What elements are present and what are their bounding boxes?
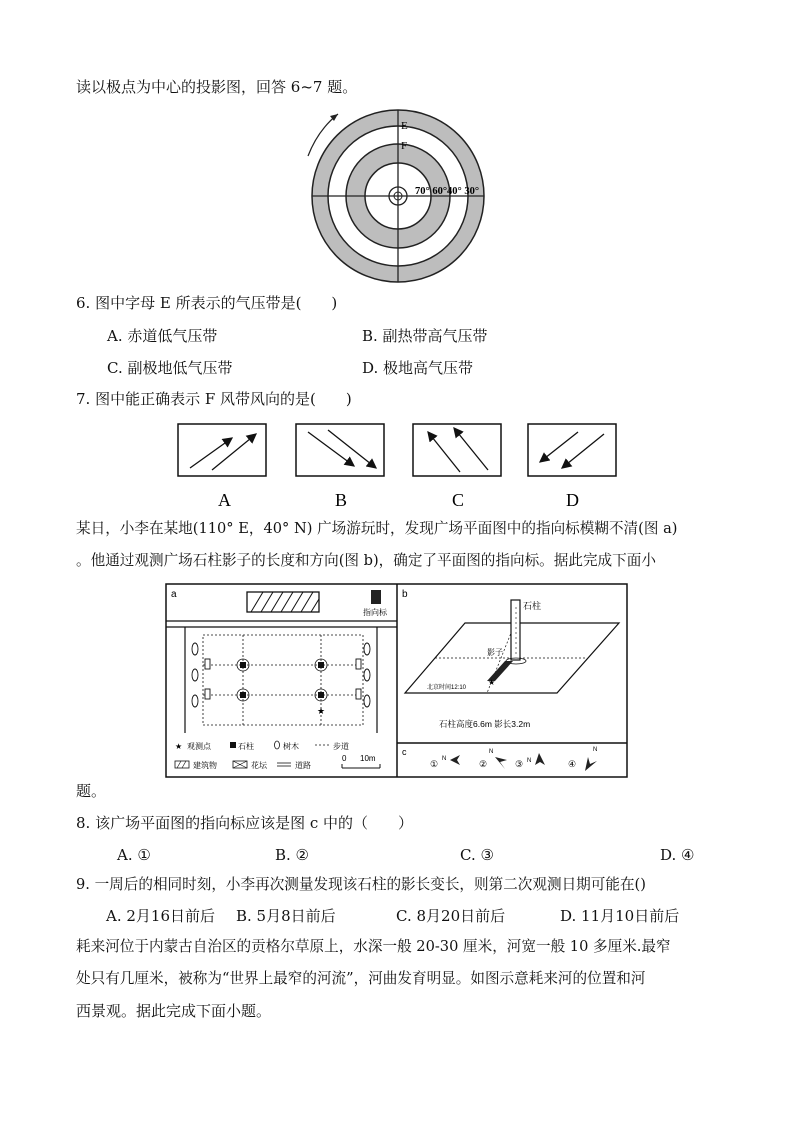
q8-option-a: A. ①	[117, 846, 151, 864]
q6-option-b: B. 副热带高气压带	[362, 327, 488, 345]
q9-option-a: A. 2月16日前后	[106, 907, 215, 925]
svg-text:N: N	[593, 747, 598, 753]
q6-option-a: A. 赤道低气压带	[107, 327, 218, 345]
svg-text:★: ★	[175, 742, 183, 751]
panel-a-label: a	[171, 589, 177, 600]
plaza-map-figure	[165, 583, 628, 778]
shadow-label: 影子	[487, 648, 503, 657]
compass-label: 指向标	[363, 608, 387, 617]
q9-option-c: C. 8月20日前后	[396, 907, 506, 925]
q9-option-b: B. 5月8日前后	[236, 907, 336, 925]
q6-option-d: D. 极地高气压带	[362, 359, 474, 377]
intro2-line3: 题。	[76, 782, 107, 800]
pillar-label: 石柱	[523, 601, 542, 611]
panel-b-label: b	[402, 589, 408, 600]
wind-direction-options	[170, 418, 620, 516]
q8-option-b: B. ②	[275, 846, 310, 864]
letter-e: E	[401, 120, 408, 132]
intro3-line1: 耗来河位于内蒙古自治区的贡格尔草原上，水深一般 20-30 厘米，河宽一般 10 多厘米.最窄	[76, 938, 671, 955]
time-label: 北京时间12:10	[427, 685, 467, 691]
q8-option-c: C. ③	[460, 846, 494, 864]
legend-flowerbed: 花坛	[251, 761, 267, 770]
compass-option-2: ②	[479, 759, 488, 769]
intro3-line3: 西景观。据此完成下面小题。	[76, 1002, 272, 1020]
q6-stem: 6. 图中字母 E 所表示的气压带是( )	[76, 294, 338, 312]
scale-ten: 10m	[360, 754, 376, 763]
legend-road: 道路	[295, 761, 311, 770]
option-label-b: B	[335, 490, 348, 510]
measurement-label: 石柱高度6.6m 影长3.2m	[439, 719, 531, 729]
option-label-a: A	[218, 490, 231, 510]
intro-text-1: 读以极点为中心的投影图，回答 6~7 题。	[76, 78, 358, 96]
letter-f: F	[401, 140, 408, 152]
svg-text:★: ★	[488, 678, 496, 687]
q8-option-d: D. ④	[660, 846, 695, 864]
legend-tree: 树木	[283, 742, 299, 751]
compass-option-1: ①	[430, 759, 439, 769]
polar-projection-figure	[298, 108, 508, 284]
q6-option-c: C. 副极地低气压带	[107, 359, 233, 377]
intro2-line2: 。他通过观测广场石柱影子的长度和方向(图 b)，确定了平面图的指向标。据此完成下面小	[76, 552, 656, 569]
legend-observation: 观测点	[187, 742, 211, 751]
latitude-labels: 70° 60°40° 30°	[415, 186, 480, 197]
q9-option-d: D. 11月10日前后	[560, 907, 680, 925]
legend-building: 建筑物	[193, 761, 217, 770]
observation-point-star: ★	[317, 707, 326, 717]
q8-stem: 8. 该广场平面图的指向标应该是图 c 中的（ ）	[76, 814, 414, 832]
legend-pillar: 石柱	[238, 742, 254, 751]
q7-stem: 7. 图中能正确表示 F 风带风向的是( )	[76, 390, 352, 408]
option-label-c: C	[452, 490, 465, 510]
option-label-d: D	[566, 490, 579, 510]
intro3-line2: 处只有几厘米，被称为“世界上最窄的河流”，河曲发育明显。如图示意耗来河的位置和河	[76, 970, 646, 987]
scale-zero: 0	[342, 754, 347, 763]
legend-path: 步道	[333, 742, 349, 751]
svg-text:N: N	[489, 749, 494, 755]
q9-stem: 9. 一周后的相同时刻，小李再次测量发现该石柱的影长变长，则第二次观测日期可能在()	[76, 876, 646, 893]
intro2-line1: 某日，小李在某地(110° E，40° N) 广场游玩时，发现广场平面图中的指向标模糊不清(图 a)	[76, 520, 678, 537]
compass-option-4: ④	[568, 759, 577, 769]
svg-text:N: N	[442, 756, 447, 762]
compass-option-3: ③	[515, 759, 524, 769]
panel-c-label: c	[402, 747, 407, 757]
svg-text:N: N	[527, 758, 532, 764]
